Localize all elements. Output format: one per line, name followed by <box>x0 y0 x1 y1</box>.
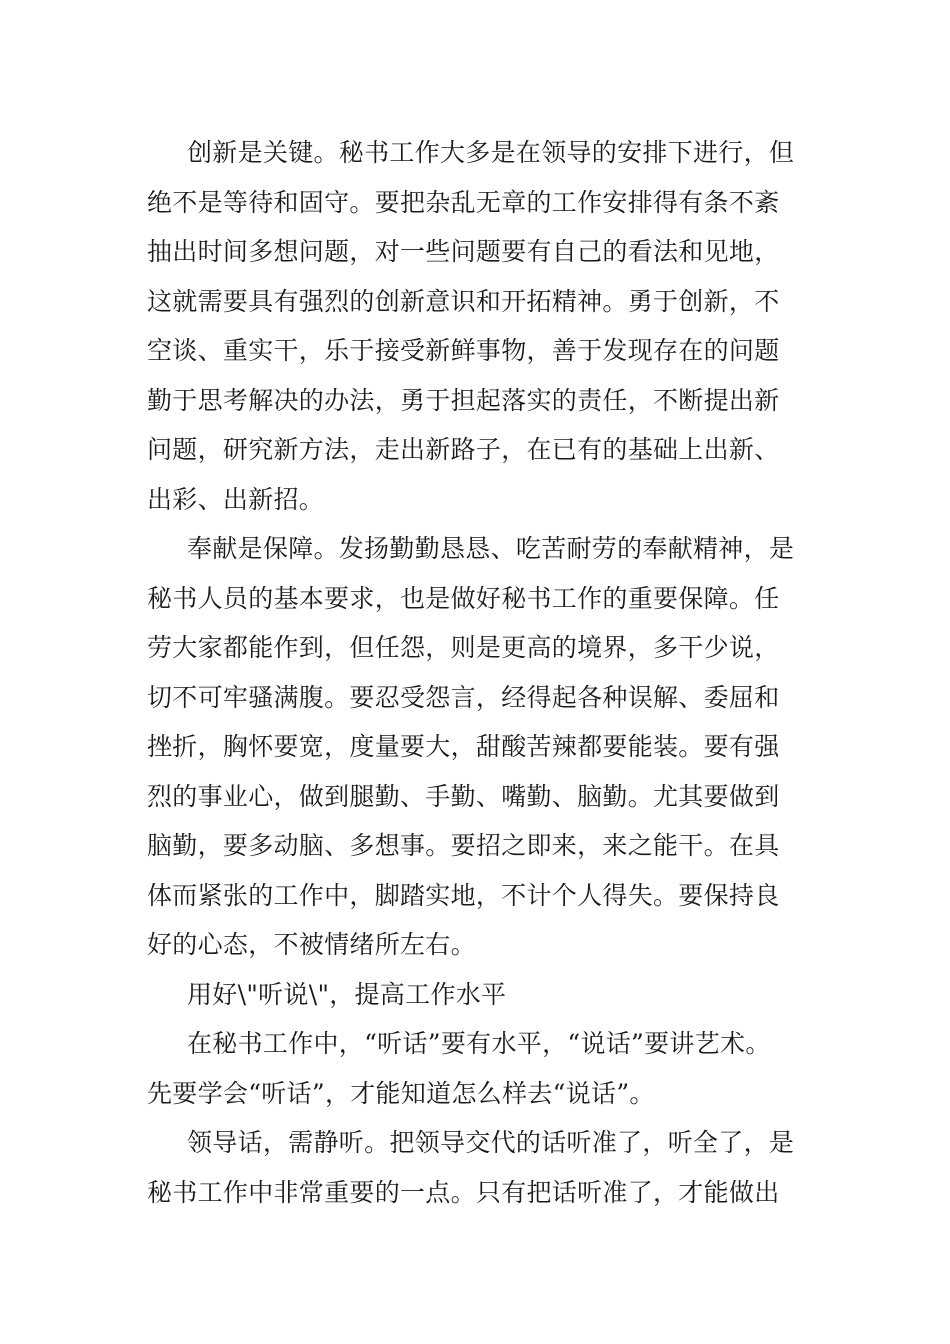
document-body <box>147 128 847 1217</box>
text-line: 勤于思考解决的办法，勇于担起落实的责任，不断提出新 <box>147 385 780 415</box>
text-line: 创新是关键。秘书工作大多是在领导的安排下进行，但 <box>187 138 795 167</box>
text-line: 好的心态，不被情绪所左右。 <box>147 930 476 959</box>
text-line: 用好\"听说\"，提高工作水平 <box>187 979 507 1009</box>
text-line: 抽出时间多想问题，对一些问题要有自己的看法和见地， <box>147 237 780 266</box>
text-line: 先要学会“听话”，才能知道怎么样去“说话”。 <box>147 1078 655 1108</box>
text-line: 奉献是保障。发扬勤勤恳恳、吃苦耐劳的奉献精神，是 <box>187 534 795 563</box>
text-line: 劳大家都能作到，但任怨，则是更高的境界，多干少说， <box>147 633 780 662</box>
text-line: 问题，研究新方法，走出新路子，在已有的基础上出新、 <box>147 435 780 464</box>
text-line: 体而紧张的工作中，脚踏实地，不计个人得失。要保持良 <box>147 880 780 910</box>
text-line: 领导话，需静听。把领导交代的话听准了，听全了，是 <box>187 1128 795 1157</box>
text-line: 脑勤，要多动脑、多想事。要招之即来，来之能干。在具 <box>147 831 780 860</box>
text-line: 秘书工作中非常重要的一点。只有把话听准了，才能做出 <box>147 1177 780 1207</box>
text-line: 挫折，胸怀要宽，度量要大，甜酸苦辣都要能装。要有强 <box>147 732 780 761</box>
text-line: 切不可牢骚满腹。要忍受怨言，经得起各种误解、委屈和 <box>147 682 780 712</box>
text-line: 空谈、重实干，乐于接受新鲜事物，善于发现存在的问题 <box>147 336 780 365</box>
text-line: 在秘书工作中，“听话”要有水平，“说话”要讲艺术。 <box>187 1029 771 1058</box>
text-line: 烈的事业心，做到腿勤、手勤、嘴勤、脑勤。尤其要做到 <box>147 781 780 811</box>
text-line: 出彩、出新招。 <box>147 484 325 514</box>
text-line: 秘书人员的基本要求，也是做好秘书工作的重要保障。任 <box>147 583 780 613</box>
text-line: 这就需要具有强烈的创新意识和开拓精神。勇于创新，不 <box>147 286 780 316</box>
text-line: 绝不是等待和固守。要把杂乱无章的工作安排得有条不紊 <box>147 187 780 217</box>
